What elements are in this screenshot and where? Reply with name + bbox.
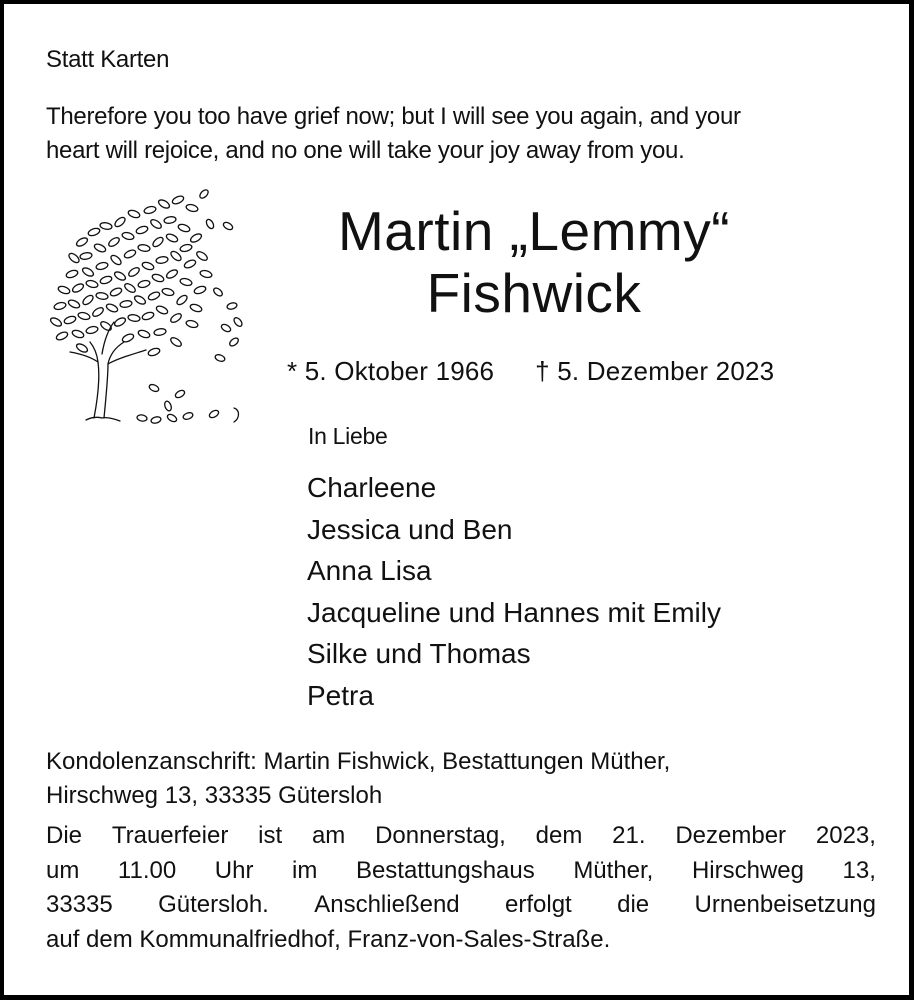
word: Gütersloh. (158, 891, 269, 918)
deceased-name-line-2: Fishwick (426, 262, 642, 324)
word: um (46, 856, 80, 884)
verse-line-1: Therefore you too have grief now; but I will see you again, and your (46, 103, 741, 130)
mourners-list (307, 467, 721, 716)
word: Hirschweg (691, 856, 804, 884)
word: 11.00 (117, 856, 177, 884)
word: am (311, 822, 346, 849)
in-love-label: In Liebe (308, 423, 388, 449)
word: Anschließend (314, 891, 460, 918)
word: Müther, (573, 856, 654, 884)
obituary-notice (4, 4, 909, 995)
header-statt-karten: Statt Karten (46, 46, 170, 73)
ceremony-line-1 (46, 819, 876, 854)
mourner-item: Anna Lisa (307, 555, 432, 586)
birth-date: 5. Oktober 1966 (304, 356, 495, 386)
word: 2023, (815, 822, 876, 849)
ceremony-line-2 (46, 854, 876, 889)
condolence-address (46, 745, 670, 813)
word: die (617, 891, 650, 918)
word: 21. (612, 822, 646, 849)
verse-line-2: heart will rejoice, and no one will take your joy away from you. (46, 137, 685, 164)
mourner-item: Jacqueline und Hannes mit Emily (307, 596, 721, 628)
word: Uhr (214, 856, 254, 884)
condolence-line-1: Kondolenzanschrift: Martin Fishwick, Bestattungen Müther, (46, 748, 671, 775)
life-dates (287, 356, 774, 387)
birth-star-icon: * (287, 356, 298, 386)
condolence-line-2: Hirschweg 13, 33335 Gütersloh (46, 782, 383, 809)
mourner-item: Charleene (307, 472, 437, 503)
word: im (292, 856, 318, 884)
word: Trauerfeier (111, 822, 229, 849)
word: 33335 (46, 891, 113, 918)
word: ist (258, 822, 283, 849)
word: erfolgt (505, 891, 572, 918)
word: Donnerstag, (375, 822, 506, 849)
bible-verse (46, 100, 741, 168)
word: Urnenbeisetzung (694, 891, 876, 918)
word: dem (535, 822, 583, 849)
deceased-name (284, 200, 784, 324)
word: Dezember (675, 822, 787, 849)
mourner-item: Petra (307, 679, 374, 711)
ceremony-line-4 (46, 923, 876, 958)
death-cross-icon: † (535, 356, 550, 386)
ceremony-line-3 (46, 888, 876, 923)
mourner-item: Jessica und Ben (307, 513, 513, 545)
funeral-ceremony-info (46, 819, 876, 957)
death-date: 5. Dezember 2023 (557, 356, 775, 386)
deceased-name-line-1: Martin „Lemmy“ (337, 200, 731, 262)
word: 13, (842, 856, 876, 884)
word: Bestattungshaus (355, 856, 535, 884)
word: Die (46, 822, 83, 849)
mourner-item: Silke und Thomas (307, 638, 531, 669)
word: auf dem Kommunalfriedhof, Franz-von-Sales-Straße. (46, 925, 611, 953)
windblown-tree-icon (42, 182, 252, 427)
